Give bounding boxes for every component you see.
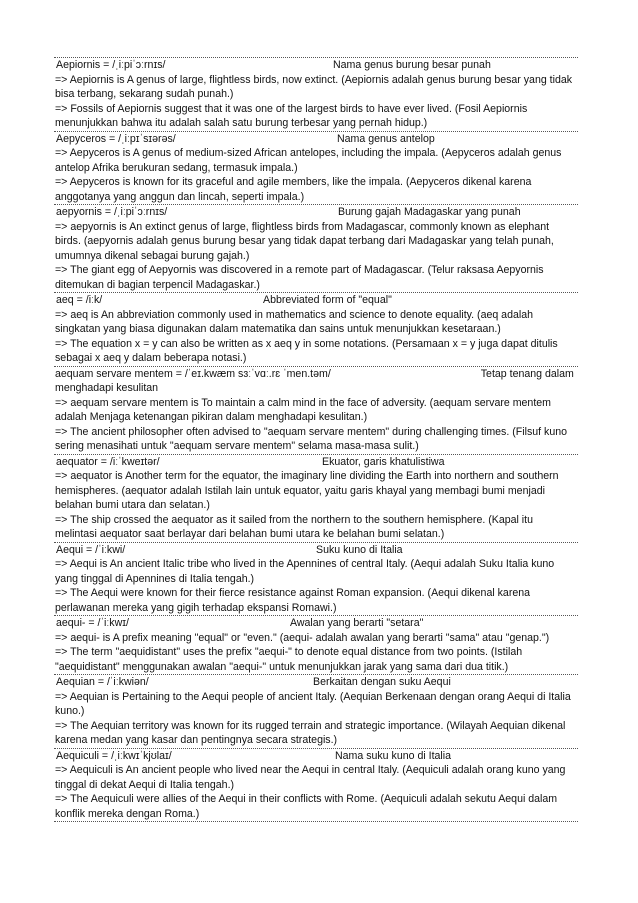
entry-term: aequator = /iːˈkweɪtər/ bbox=[56, 455, 160, 468]
entry-term: Aepyceros = /ˌiːpɪˈsɪərəs/ bbox=[56, 132, 176, 145]
entry-example: => Aequi is An ancient Italic tribe who lived in the Apennines of central Italy. (Aequi adalah Suku Italia kuno yang tinggal di Apennines di Italia tengah.) bbox=[55, 558, 555, 585]
dictionary-entry bbox=[54, 205, 578, 293]
entry-example: => The Aequian territory was known for its rugged terrain and strategic importance. (Wilayah Aequian dikenal karena medan yang kasar dan pentingnya secara strategis.) bbox=[55, 719, 566, 746]
entry-meaning: Abbreviated form of "equal" bbox=[263, 294, 392, 306]
entry-term: Aequiculi = /ˌiːkwɪˈkjʊlaɪ/ bbox=[56, 749, 172, 762]
entry-example: => Aepiornis is A genus of large, flightless birds, now extinct. (Aepiornis adalah genus burung besar yang tidak bisa terbang, sekarang sudah punah.) bbox=[55, 73, 573, 100]
entry-meaning: Berkaitan dengan suku Aequi bbox=[313, 676, 451, 688]
dictionary-entry bbox=[54, 675, 578, 749]
entry-header bbox=[55, 132, 577, 147]
entry-example: => The Aequiculi were allies of the Aequi in their conflicts with Rome. (Aequiculi adalah sekutu Aequi dalam konflik mereka dengan Roma.) bbox=[55, 793, 558, 820]
entry-example: => The Aequi were known for their fierce resistance against Roman expansion. (Aequi dikenal karena perlawanan mereka yang gigih terhadap ekspansi Romawi.) bbox=[55, 587, 531, 614]
entry-meaning: Nama genus antelop bbox=[337, 132, 435, 145]
dictionary-entry bbox=[54, 616, 578, 675]
entry-header bbox=[55, 367, 577, 396]
entry-term: aequi- = /ˈiːkwɪ/ bbox=[56, 617, 129, 629]
entry-example: => The giant egg of Aepyornis was discovered in a remote part of Madagascar. (Telur raksasa Aepyornis ditemukan di bagian terpencil Madagaskar.) bbox=[55, 264, 544, 291]
entry-header bbox=[55, 543, 577, 558]
dictionary-entry bbox=[54, 455, 578, 543]
entry-meaning: Nama suku kuno di Italia bbox=[335, 749, 452, 762]
entry-header bbox=[55, 293, 577, 308]
entry-meaning: Burung gajah Madagaskar yang punah bbox=[338, 206, 521, 218]
dictionary-entry bbox=[54, 749, 578, 823]
dictionary-page bbox=[54, 57, 578, 822]
entry-example: => Aepyceros is known for its graceful and agile members, like the impala. (Aepyceros dikenal karena anggotanya yang anggun dan lincah, seperti impala.) bbox=[55, 176, 532, 203]
entry-meaning: Tetap tenang dalam menghadapi kesulitan bbox=[55, 367, 574, 394]
entry-example: => aequam servare mentem is To maintain a calm mind in the face of adversity. (aequam servare mentem adalah Menjaga ketenangan pikiran dalam menghadapi kesulitan.) bbox=[55, 396, 551, 423]
dictionary-entry bbox=[54, 57, 578, 132]
entry-meaning: Awalan yang berarti "setara" bbox=[290, 617, 424, 629]
entry-meaning: Ekuator, garis khatulistiwa bbox=[322, 455, 445, 468]
entry-header bbox=[55, 58, 577, 73]
entry-example: => aequi- is A prefix meaning "equal" or "even." (aequi- adalah awalan yang berarti "sama" atau "genap.") bbox=[55, 631, 550, 644]
entry-example: => Aequiculi is An ancient people who lived near the Aequi in central Italy. (Aequiculi adalah orang kuno yang tinggal di dekat Aequi di Italia tengah.) bbox=[55, 764, 566, 791]
entry-example: => aeq is An abbreviation commonly used in mathematics and science to denote equality. (aeq adalah singkatan yang biasa digunakan dalam matematika dan sains untuk menunjukkan kesetaraan.) bbox=[55, 308, 533, 335]
entry-example: => The ship crossed the aequator as it sailed from the northern to the southern hemisphere. (Kapal itu melintasi aequator saat berlayar dari belahan bumi utara ke belahan bumi selatan.) bbox=[55, 513, 533, 540]
entry-example: => Fossils of Aepiornis suggest that it was one of the largest birds to have ever lived. (Fosil Aepiornis menunjukkan bahwa itu adalah salah satu burung terbesar yang pernah hidup.) bbox=[55, 102, 528, 129]
entry-example: => Aequian is Pertaining to the Aequi people of ancient Italy. (Aequian Berkenaan dengan orang Aequi di Italia kuno.) bbox=[55, 690, 571, 717]
entry-example: => The equation x = y can also be written as x aeq y in some notations. (Persamaan x = y juga dapat ditulis sebagai x aeq y dalam beberapa notasi.) bbox=[55, 337, 558, 364]
entry-header bbox=[55, 455, 577, 470]
entry-header bbox=[55, 749, 577, 764]
entry-header bbox=[55, 616, 577, 631]
dictionary-entry bbox=[54, 543, 578, 617]
entry-example: => The term "aequidistant" uses the prefix "aequi-" to denote equal distance from two points. (Istilah "aequidistant" menggunakan awalan "aequi-" untuk menunjukkan jarak yang sama dari dua titik.) bbox=[55, 646, 523, 673]
entry-term: aeq = /iːk/ bbox=[56, 294, 103, 306]
entry-example: => The ancient philosopher often advised to "aequam servare mentem" during challenging times. (Filsuf kuno sering menasihati untuk "aequam servare mentem" selama masa-masa sulit.) bbox=[55, 425, 567, 452]
dictionary-entry bbox=[54, 367, 578, 455]
entry-term: aequam servare mentem = /ˈeɪ.kwæm sɜːˈvɑː.rɛ ˈmen.təm/ bbox=[55, 367, 331, 380]
dictionary-entry bbox=[54, 293, 578, 367]
entry-example: => aepyornis is An extinct genus of large, flightless birds from Madagascar, commonly known as elephant birds. (aepyornis adalah genus burung besar yang tidak dapat terbang dari Madagaskar yang telah punah, umumnya dikenal sebagai burung gajah.) bbox=[55, 220, 554, 262]
entry-term: aepyornis = /ˌiːpiˈɔːrnɪs/ bbox=[56, 206, 168, 218]
entry-meaning: Suku kuno di Italia bbox=[316, 543, 403, 556]
entry-term: Aequi = /ˈiːkwi/ bbox=[56, 543, 126, 556]
entry-meaning: Nama genus burung besar punah bbox=[333, 59, 491, 71]
entry-header bbox=[55, 205, 577, 220]
dictionary-entry bbox=[54, 132, 578, 206]
entry-example: => Aepyceros is A genus of medium-sized African antelopes, including the impala. (Aepyceros adalah genus antelop Afrika berukuran sedang, termasuk impala.) bbox=[55, 147, 562, 174]
entry-header bbox=[55, 675, 577, 690]
entry-term: Aepiornis = /ˌiːpiˈɔːrnɪs/ bbox=[56, 59, 166, 71]
entry-term: Aequian = /ˈiːkwiən/ bbox=[56, 676, 149, 688]
entry-example: => aequator is Another term for the equator, the imaginary line dividing the Earth into northern and southern hemispheres. (aequator adalah Istilah lain untuk equator, yaitu garis khayal yang membagi bumi menjadi belahan bumi utara dan selatan.) bbox=[55, 470, 559, 511]
